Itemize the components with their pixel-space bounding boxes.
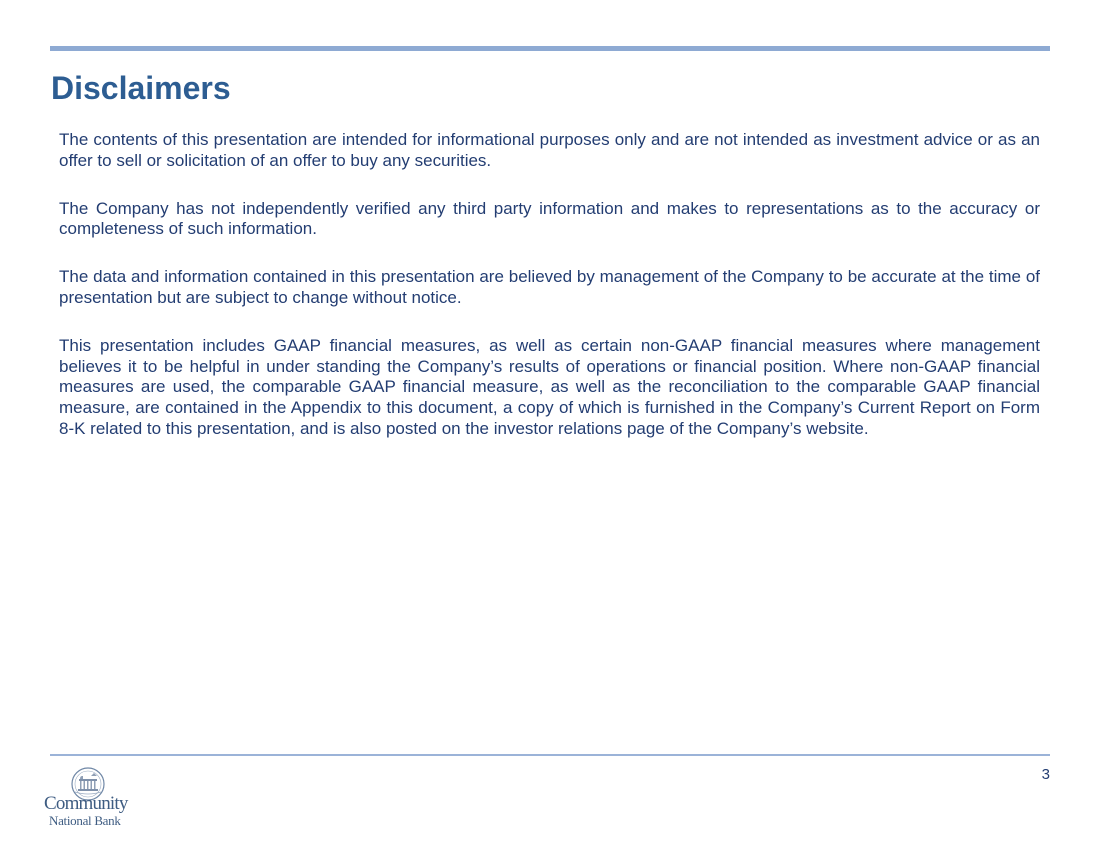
top-divider xyxy=(50,46,1050,51)
logo-text-national-bank: National Bank xyxy=(49,813,121,828)
disclaimer-paragraph-2: The Company has not independently verified any third party information and makes to representations as to the accuracy or completeness of such information. xyxy=(59,198,1040,239)
slide-title: Disclaimers xyxy=(51,70,231,106)
logo-text-community: Community xyxy=(44,793,128,814)
disclaimer-paragraph-3: The data and information contained in this presentation are believed by management of the Company to be accurate at the time of presentation but are subject to change without notice. xyxy=(59,267,1040,307)
disclaimer-paragraph-4: This presentation includes GAAP financial measures, as well as certain non-GAAP financial measures where management believes it to be helpful in under standing the Company’s results of operations or financial position. Where non-GAAP financial measures are used, the comparable GAAP financial measure, as well as the reconciliation to the comparable GAAP financial measure, are contained in the Appendix to this document, a copy of which is furnished in the Company’s Current Report on Form 8-K related to this presentation, and is also posted on the investor relations page of the Company’s website. xyxy=(59,335,1040,438)
page-number: 3 xyxy=(1041,766,1050,783)
disclaimer-paragraph-1: The contents of this presentation are intended for informational purposes only and are not intended as investment advice or as an offer to sell or solicitation of an offer to buy any securities. xyxy=(59,130,1040,170)
bank-logo xyxy=(44,766,136,832)
bottom-divider xyxy=(50,754,1050,756)
disclaimer-body xyxy=(59,130,1040,467)
